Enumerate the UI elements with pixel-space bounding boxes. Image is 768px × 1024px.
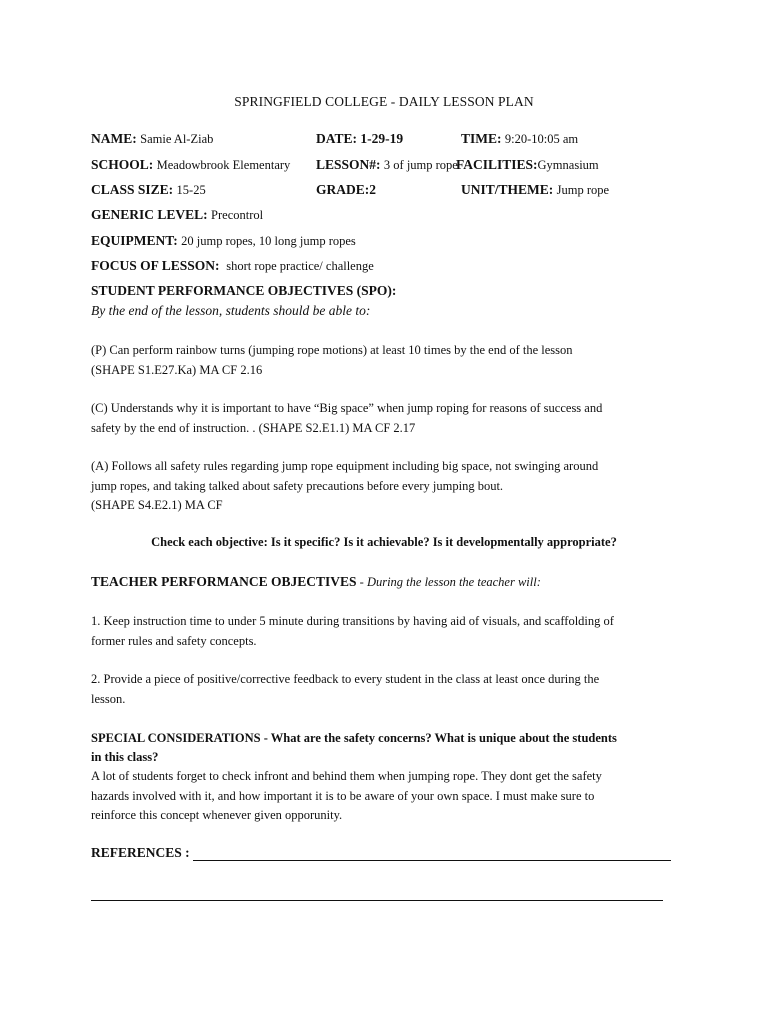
focus-field <box>91 258 374 274</box>
special-considerations-body <box>91 767 671 826</box>
references-label: REFERENCES : <box>91 845 190 860</box>
name-label: NAME: <box>91 131 137 146</box>
special-considerations-heading <box>91 729 691 767</box>
generic-level-label: GENERIC LEVEL: <box>91 207 208 222</box>
spo-heading: STUDENT PERFORMANCE OBJECTIVES (SPO): <box>91 283 397 298</box>
spo-c-line-1: (C) Understands why it is important to have “Big space” when jump roping for reasons of success and <box>91 401 603 415</box>
spo-intro: By the end of the lesson, students should be able to: <box>91 303 371 318</box>
generic-level-value: Precontrol <box>211 208 264 222</box>
header-row-2 <box>91 157 691 175</box>
facilities-field <box>456 157 599 173</box>
tpo-item-2-line-1: 2. Provide a piece of positive/corrective feedback to every student in the class at least once during the <box>91 672 600 686</box>
special-body-line-2: hazards involved with it, and how important it is to be aware of your own space. I must make sure to <box>91 788 595 803</box>
spo-psychomotor <box>91 341 681 380</box>
special-body-line-1: A lot of students forget to check infront and behind them when jumping rope. They dont get the safety <box>91 769 602 783</box>
objective-check-prompt: Check each objective: Is it specific? Is it achievable? Is it developmentally appropriate? <box>151 535 617 549</box>
focus-row <box>91 258 691 276</box>
name-value: Samie Al-Ziab <box>140 132 214 146</box>
generic-level-row <box>91 207 691 225</box>
special-body-line-3: reinforce this concept whenever given opporunity. <box>91 808 343 822</box>
focus-value: short rope practice/ challenge <box>226 259 374 273</box>
lesson-label: LESSON#: <box>316 157 381 172</box>
date-field: DATE: 1-29-19 <box>316 131 404 146</box>
unit-value: Jump rope <box>556 183 610 197</box>
facilities-value: Gymnasium <box>537 158 599 172</box>
unit-theme-field <box>461 182 609 198</box>
class-size-field <box>91 182 206 198</box>
facilities-label: FACILITIES: <box>456 157 538 172</box>
spo-a-line-3: (SHAPE S4.E2.1) MA CF <box>91 498 223 512</box>
lesson-value: 3 of jump rope <box>383 158 458 172</box>
focus-label: FOCUS OF LESSON: <box>91 258 220 273</box>
spo-p-line-2: (SHAPE S1.E27.Ka) MA CF 2.16 <box>91 362 263 377</box>
header-row-1 <box>91 131 691 149</box>
tpo-item-1-line-1: 1. Keep instruction time to under 5 minute during transitions by having aid of visuals, and scaffolding of <box>91 614 614 628</box>
school-field <box>91 157 290 173</box>
tpo-item-2-line-2: lesson. <box>91 691 126 706</box>
time-label: TIME: <box>461 131 502 146</box>
tpo-item-2 <box>91 670 681 709</box>
spo-a-line-2: jump ropes, and taking talked about safety precautions before every jumping bout. <box>91 478 504 493</box>
equipment-label: EQUIPMENT: <box>91 233 178 248</box>
spo-c-line-2: safety by the end of instruction. . (SHAPE S2.E1.1) MA CF 2.17 <box>91 420 416 435</box>
references-blank-line-1 <box>193 860 671 861</box>
school-value: Meadowbrook Elementary <box>156 158 291 172</box>
equipment-row <box>91 233 691 251</box>
page-title: SPRINGFIELD COLLEGE - DAILY LESSON PLAN <box>234 94 534 109</box>
equipment-value: 20 jump ropes, 10 long jump ropes <box>181 234 356 248</box>
tpo-heading-tail: - During the lesson the teacher will: <box>356 575 541 589</box>
spo-p-line-1: (P) Can perform rainbow turns (jumping rope motions) at least 10 times by the end of the lesson <box>91 343 573 357</box>
tpo-heading: TEACHER PERFORMANCE OBJECTIVES <box>91 574 357 589</box>
special-heading-line-1: SPECIAL CONSIDERATIONS - What are the safety concerns? What is unique about the students <box>91 731 617 745</box>
special-heading-line-2: in this class? <box>91 750 159 764</box>
spo-cognitive <box>91 399 681 438</box>
unit-label: UNIT/THEME: <box>461 182 554 197</box>
time-value: 9:20-10:05 am <box>504 132 579 146</box>
tpo-heading-line <box>91 574 541 590</box>
tpo-item-1 <box>91 612 681 651</box>
references-blank-line-2 <box>91 900 663 901</box>
equipment-field <box>91 233 356 249</box>
tpo-item-1-line-2: former rules and safety concepts. <box>91 633 257 648</box>
class-size-value: 15-25 <box>176 183 206 197</box>
generic-level-field <box>91 207 263 223</box>
spo-affective <box>91 457 681 516</box>
header-row-3 <box>91 182 691 200</box>
lesson-number-field <box>316 157 458 173</box>
grade-field: GRADE:2 <box>316 182 376 197</box>
class-size-label: CLASS SIZE: <box>91 182 174 197</box>
name-field <box>91 131 213 147</box>
spo-a-line-1: (A) Follows all safety rules regarding jump rope equipment including big space, not swinging around <box>91 459 599 473</box>
school-label: SCHOOL: <box>91 157 154 172</box>
time-field <box>461 131 578 147</box>
